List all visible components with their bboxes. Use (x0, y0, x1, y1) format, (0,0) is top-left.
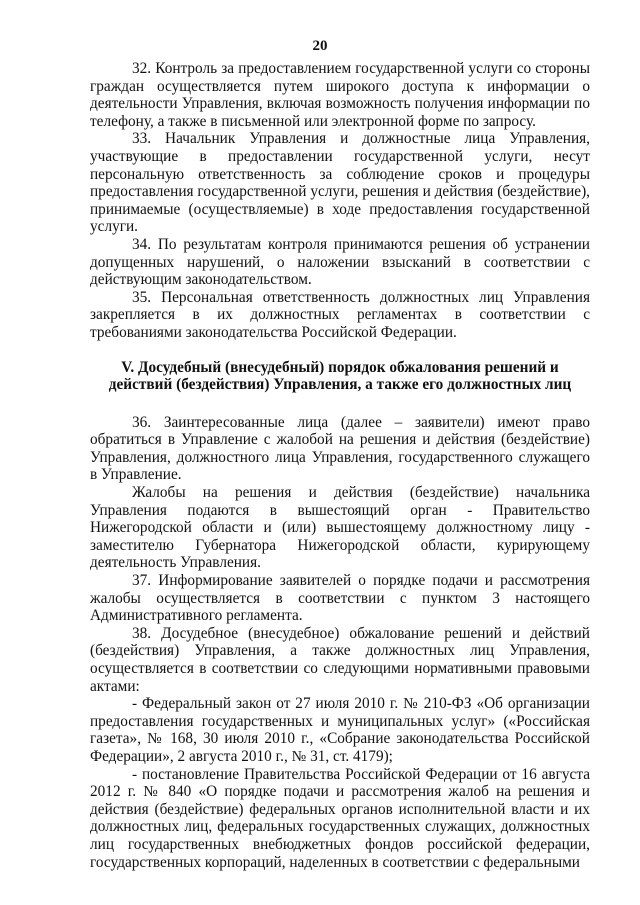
paragraph-34: 34. По результатам контроля принимаются решения об устранении допущенных нарушений, о наложении взысканий в соответствии с действующим законодательством. (90, 235, 590, 289)
paragraph-32: 32. Контроль за предоставлением государственной услуги со стороны граждан осуществляется путем широкого доступа к информации о деятельности Управления, включая возможность получения информации по телефону, а также в письменной или электронной форме по запросу. (90, 60, 590, 130)
list-item-government-resolution: - постановление Правительства Российской Федерации от 16 августа 2012 г. № 840 «О порядке подачи и рассмотрения жалоб на решения и действия (бездействие) федеральных органов исполнительной власти и их должностных лиц, федеральных государственных служащих, должностных лиц государственных внебюджетных фондов российской федерации, государственных корпораций, наделенных в соответствии с федеральными (90, 765, 590, 871)
paragraph-complaints: Жалобы на решения и действия (бездействие) начальника Управления подаются в вышестоящий орган - Правительство Нижегородской области и (или) вышестоящему должностному лицу - заместителю Губернатора Нижегородской области, курирующему деятельность Управления. (90, 484, 590, 572)
paragraph-37: 37. Информирование заявителей о порядке подачи и рассмотрения жалобы осуществляется в соответствии с пунктом 3 настоящего Административного регламента. (90, 572, 590, 625)
page-number: 20 (312, 38, 328, 54)
paragraph-38: 38. Досудебное (внесудебное) обжалование решений и действий (бездействия) Управления, а также должностных лиц Управления, осуществляется в соответствии со следующими нормативными правовыми актами: (90, 624, 590, 695)
section-heading: V. Досудебный (внесудебный) порядок обжалования решений и действий (бездействия) Управления, а также его должностных лиц (108, 358, 572, 394)
paragraph-33: 33. Начальник Управления и должностные лица Управления, участвующие в предоставлении государственной услуги, несут персональную ответственность за соблюдение сроков и процедуры предоставления государственной услуги, решения и действия (бездействие), принимаемые (осуществляемые) в ходе предоставления государственной услуги. (90, 130, 590, 236)
list-item-federal-law: - Федеральный закон от 27 июля 2010 г. № 210-ФЗ «Об организации предоставления государственных и муниципальных услуг» («Российская газета», № 168, 30 июля 2010 г., «Собрание законодательства Российской Федерации», 2 августа 2010 г., № 31, ст. 4179); (90, 695, 590, 765)
paragraph-35: 35. Персональная ответственность должностных лиц Управления закрепляется в их должностных регламентах в соответствии с требованиями законодательства Российской Федерации. (90, 288, 590, 341)
page-content (90, 60, 590, 871)
paragraph-36: 36. Заинтересованные лица (далее – заявители) имеют право обратиться в Управление с жалобой на решения и действия (бездействие) Управления, должностного лица Управления, государственного служащего в Управление. (90, 413, 590, 484)
